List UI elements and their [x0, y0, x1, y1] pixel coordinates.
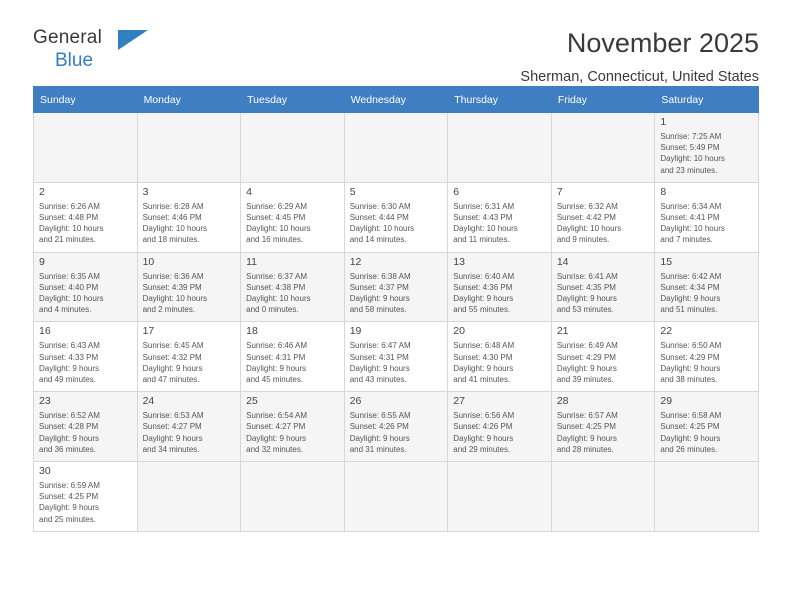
day-sun-info — [557, 201, 650, 246]
day-sun-info-line: Sunset: 4:40 PM — [39, 282, 99, 292]
day-sun-info-line: Sunrise: 6:40 AM — [453, 271, 515, 281]
calendar-day-cell — [448, 392, 552, 462]
day-sun-info-line: Sunset: 4:27 PM — [246, 422, 306, 432]
calendar-day-cell — [448, 182, 552, 252]
day-number: 21 — [556, 325, 569, 338]
day-sun-info-line: and 34 minutes. — [142, 444, 200, 454]
day-sun-info — [660, 271, 753, 316]
calendar-day-cell — [137, 392, 241, 462]
calendar-week-row — [34, 113, 759, 183]
day-sun-info — [39, 201, 132, 246]
day-sun-info — [660, 410, 753, 455]
logo-triangle-icon — [118, 30, 148, 50]
day-sun-info-line: Sunrise: 6:26 AM — [39, 201, 100, 211]
day-sun-info-line: Sunrise: 6:57 AM — [556, 411, 618, 421]
day-sun-info-line: Daylight: 9 hours — [349, 433, 410, 443]
day-number: 5 — [349, 185, 356, 198]
day-sun-info-line: Sunrise: 6:28 AM — [142, 201, 204, 211]
day-sun-info — [143, 271, 236, 316]
day-number: 18 — [246, 325, 258, 338]
day-sun-info-line: and 47 minutes. — [142, 375, 200, 385]
day-sun-info — [350, 340, 443, 385]
day-sun-info-line: Daylight: 9 hours — [142, 433, 203, 443]
calendar-day-cell — [448, 322, 552, 392]
day-sun-info-line: Daylight: 10 hours — [660, 154, 725, 164]
day-sun-info-line: and 11 minutes. — [453, 235, 510, 245]
weekday-header-monday: Monday — [137, 87, 241, 113]
day-number: 11 — [246, 255, 258, 268]
day-sun-info-line: Sunrise: 6:32 AM — [556, 201, 618, 211]
day-sun-info-line: and 26 minutes. — [660, 444, 718, 454]
day-sun-info — [660, 201, 753, 246]
calendar-day-cell — [344, 182, 448, 252]
calendar-day-cell — [655, 322, 759, 392]
day-sun-info — [246, 340, 339, 385]
day-sun-info-line: Sunset: 4:42 PM — [556, 213, 616, 223]
day-sun-info-line: Sunset: 4:25 PM — [556, 422, 616, 432]
day-number: 28 — [556, 395, 569, 408]
day-sun-info-line: Daylight: 9 hours — [453, 433, 514, 443]
day-sun-info-line: Daylight: 9 hours — [660, 433, 721, 443]
day-number: 20 — [453, 325, 465, 338]
day-sun-info-line: Sunrise: 6:52 AM — [39, 411, 100, 421]
calendar-day-cell — [344, 252, 448, 322]
day-sun-info-line: and 51 minutes. — [660, 305, 718, 315]
day-sun-info-line: and 9 minutes. — [556, 235, 610, 245]
calendar-day-cell — [137, 322, 241, 392]
calendar-day-cell — [344, 392, 448, 462]
day-number: 2 — [39, 185, 45, 198]
day-sun-info-line: Sunrise: 6:48 AM — [453, 341, 515, 351]
day-sun-info-line: and 28 minutes. — [556, 444, 614, 454]
day-sun-info — [453, 410, 546, 455]
day-sun-info-line: Sunrise: 6:47 AM — [349, 341, 411, 351]
day-sun-info-line: and 18 minutes. — [142, 235, 200, 245]
day-sun-info-line: Sunset: 4:41 PM — [660, 213, 720, 223]
calendar-day-cell — [137, 182, 241, 252]
day-sun-info-line: Sunrise: 6:29 AM — [246, 201, 308, 211]
day-sun-info-line: Daylight: 9 hours — [453, 363, 514, 373]
calendar-day-cell — [551, 252, 655, 322]
day-sun-info-line: and 53 minutes. — [556, 305, 614, 315]
calendar-day-cell — [655, 392, 759, 462]
day-number: 25 — [246, 395, 258, 408]
weekday-header-wednesday: Wednesday — [344, 87, 448, 113]
day-sun-info — [39, 410, 132, 455]
calendar-day-cell — [655, 252, 759, 322]
day-sun-info-line: Daylight: 9 hours — [349, 294, 410, 304]
day-sun-info-line: Daylight: 10 hours — [349, 224, 415, 234]
calendar-day-cell-empty — [241, 462, 345, 532]
weekday-header-row — [34, 87, 759, 113]
day-sun-info-line: Sunset: 4:25 PM — [39, 492, 99, 502]
day-number: 24 — [142, 395, 155, 408]
day-sun-info-line: Sunrise: 6:45 AM — [142, 341, 204, 351]
calendar-day-cell-empty — [34, 113, 138, 183]
day-sun-info-line: and 0 minutes. — [246, 305, 299, 315]
day-number: 17 — [142, 325, 155, 338]
day-sun-info-line: and 36 minutes. — [39, 444, 96, 454]
day-sun-info-line: Sunset: 4:32 PM — [142, 352, 202, 362]
day-sun-info-line: Daylight: 9 hours — [556, 363, 617, 373]
calendar-day-cell — [344, 322, 448, 392]
calendar-day-cell — [448, 252, 552, 322]
day-sun-info-line: Daylight: 10 hours — [660, 224, 725, 234]
day-sun-info-line: Daylight: 10 hours — [246, 294, 311, 304]
calendar-day-cell — [241, 322, 345, 392]
day-sun-info — [453, 340, 546, 385]
day-sun-info — [557, 271, 650, 316]
day-sun-info-line: Daylight: 10 hours — [142, 224, 208, 234]
day-sun-info-line: Sunset: 4:39 PM — [142, 282, 202, 292]
calendar-day-cell-empty — [137, 462, 241, 532]
day-sun-info-line: Sunset: 4:34 PM — [660, 282, 720, 292]
day-sun-info-line: Daylight: 9 hours — [39, 433, 100, 443]
day-sun-info-line: and 58 minutes. — [349, 305, 407, 315]
day-sun-info-line: Daylight: 10 hours — [39, 294, 104, 304]
day-sun-info-line: and 41 minutes. — [453, 375, 511, 385]
day-sun-info-line: and 31 minutes. — [349, 444, 407, 454]
day-sun-info-line: Sunset: 4:27 PM — [142, 422, 202, 432]
day-sun-info-line: Daylight: 9 hours — [246, 363, 307, 373]
calendar-day-cell-empty — [551, 462, 655, 532]
day-sun-info-line: Daylight: 9 hours — [660, 363, 721, 373]
page-header — [33, 0, 759, 85]
day-sun-info-line: Sunset: 4:37 PM — [349, 282, 409, 292]
calendar-day-cell — [551, 392, 655, 462]
day-sun-info-line: Sunrise: 6:59 AM — [39, 481, 100, 491]
day-sun-info-line: Sunset: 4:45 PM — [246, 213, 306, 223]
day-sun-info-line: and 21 minutes. — [39, 235, 96, 245]
day-number: 29 — [660, 395, 673, 408]
day-sun-info-line: Sunset: 4:35 PM — [556, 282, 616, 292]
day-sun-info-line: and 23 minutes. — [660, 165, 718, 175]
day-sun-info-line: Sunset: 4:31 PM — [246, 352, 306, 362]
calendar-day-cell — [34, 462, 138, 532]
day-sun-info — [143, 340, 236, 385]
day-number: 7 — [556, 185, 563, 198]
day-sun-info — [453, 201, 546, 246]
day-number: 6 — [453, 185, 460, 198]
day-sun-info-line: Sunset: 4:26 PM — [349, 422, 409, 432]
day-sun-info-line: Sunset: 4:25 PM — [660, 422, 720, 432]
day-number: 15 — [660, 255, 673, 268]
calendar-day-cell — [241, 392, 345, 462]
day-sun-info-line: Sunset: 5:49 PM — [660, 143, 720, 153]
calendar-week-row — [34, 182, 759, 252]
day-sun-info — [39, 480, 132, 525]
weekday-header-saturday: Saturday — [655, 87, 759, 113]
day-sun-info-line: Sunrise: 6:36 AM — [142, 271, 204, 281]
day-sun-info-line: Sunset: 4:36 PM — [453, 282, 513, 292]
calendar-day-cell-empty — [344, 113, 448, 183]
day-sun-info-line: Sunrise: 6:50 AM — [660, 341, 722, 351]
day-sun-info-line: and 55 minutes. — [453, 305, 511, 315]
calendar-day-cell-empty — [448, 462, 552, 532]
day-sun-info — [143, 201, 236, 246]
day-sun-info-line: Daylight: 10 hours — [453, 224, 518, 234]
day-sun-info-line: Daylight: 9 hours — [660, 294, 721, 304]
day-sun-info-line: Sunset: 4:30 PM — [453, 352, 513, 362]
day-sun-info — [350, 410, 443, 455]
calendar-day-cell-empty — [551, 113, 655, 183]
day-sun-info-line: and 7 minutes. — [660, 235, 713, 245]
day-sun-info-line: Sunset: 4:43 PM — [453, 213, 513, 223]
calendar-day-cell-empty — [344, 462, 448, 532]
calendar-week-row — [34, 322, 759, 392]
day-sun-info-line: Daylight: 9 hours — [246, 433, 307, 443]
day-sun-info-line: and 25 minutes. — [39, 514, 96, 524]
day-number: 8 — [660, 185, 667, 198]
day-sun-info-line: Daylight: 9 hours — [556, 433, 617, 443]
calendar-day-cell — [551, 322, 655, 392]
day-sun-info-line: and 16 minutes. — [246, 235, 304, 245]
day-sun-info-line: Daylight: 10 hours — [556, 224, 622, 234]
day-number: 23 — [39, 395, 51, 408]
day-sun-info-line: Daylight: 9 hours — [142, 363, 203, 373]
calendar-day-cell — [551, 182, 655, 252]
day-number: 13 — [453, 255, 465, 268]
calendar-day-cell — [34, 252, 138, 322]
weekday-header-thursday: Thursday — [448, 87, 552, 113]
sunrise-sunset-calendar — [33, 86, 759, 532]
day-number: 4 — [246, 185, 252, 198]
day-sun-info-line: Sunrise: 6:43 AM — [39, 341, 100, 351]
day-sun-info-line: and 43 minutes. — [349, 375, 407, 385]
calendar-day-cell-empty — [137, 113, 241, 183]
day-sun-info-line: and 2 minutes. — [142, 305, 196, 315]
day-number: 14 — [556, 255, 569, 268]
day-sun-info-line: Sunrise: 6:30 AM — [349, 201, 411, 211]
page-title: November 2025 — [566, 28, 759, 58]
day-sun-info-line: and 14 minutes. — [349, 235, 407, 245]
day-sun-info-line: Daylight: 9 hours — [453, 294, 514, 304]
day-sun-info-line: and 38 minutes. — [660, 375, 718, 385]
day-sun-info-line: Sunset: 4:31 PM — [349, 352, 409, 362]
day-sun-info-line: and 49 minutes. — [39, 375, 96, 385]
weekday-header-tuesday: Tuesday — [241, 87, 345, 113]
day-sun-info-line: Sunrise: 6:38 AM — [349, 271, 411, 281]
day-number: 12 — [349, 255, 362, 268]
day-number: 16 — [39, 325, 51, 338]
day-sun-info-line: Sunrise: 6:56 AM — [453, 411, 515, 421]
day-sun-info-line: Sunset: 4:28 PM — [39, 422, 99, 432]
day-sun-info-line: and 29 minutes. — [453, 444, 511, 454]
weekday-header-friday: Friday — [551, 87, 655, 113]
day-sun-info-line: Sunset: 4:33 PM — [39, 352, 99, 362]
day-sun-info-line: Daylight: 9 hours — [39, 363, 100, 373]
day-sun-info-line: Sunset: 4:29 PM — [660, 352, 720, 362]
day-sun-info-line: and 32 minutes. — [246, 444, 304, 454]
day-number: 27 — [453, 395, 465, 408]
day-sun-info-line: Sunrise: 6:55 AM — [349, 411, 411, 421]
day-sun-info — [246, 271, 339, 316]
calendar-week-row — [34, 462, 759, 532]
day-sun-info-line: Sunrise: 6:31 AM — [453, 201, 515, 211]
title-block — [520, 28, 759, 85]
day-sun-info-line: Sunset: 4:44 PM — [349, 213, 409, 223]
calendar-week-row — [34, 252, 759, 322]
day-sun-info-line: Sunrise: 6:35 AM — [39, 271, 100, 281]
day-sun-info — [350, 271, 443, 316]
day-number: 26 — [349, 395, 362, 408]
calendar-day-cell — [137, 252, 241, 322]
day-sun-info-line: Daylight: 9 hours — [349, 363, 410, 373]
day-number: 30 — [39, 465, 51, 478]
day-sun-info-line: Sunset: 4:38 PM — [246, 282, 306, 292]
day-sun-info-line: Sunset: 4:26 PM — [453, 422, 513, 432]
day-sun-info — [143, 410, 236, 455]
day-sun-info-line: Sunrise: 7:25 AM — [660, 132, 722, 141]
day-sun-info-line: Sunrise: 6:37 AM — [246, 271, 308, 281]
day-sun-info-line: Sunset: 4:46 PM — [142, 213, 202, 223]
calendar-day-cell — [34, 182, 138, 252]
calendar-day-cell-empty — [655, 462, 759, 532]
day-sun-info-line: Daylight: 9 hours — [39, 503, 100, 513]
day-number: 10 — [142, 255, 155, 268]
day-sun-info — [660, 131, 753, 176]
logo-text-blue: Blue — [55, 50, 94, 71]
day-sun-info — [246, 201, 339, 246]
day-sun-info-line: Sunrise: 6:46 AM — [246, 341, 308, 351]
day-sun-info — [557, 340, 650, 385]
day-number: 9 — [39, 255, 45, 268]
day-sun-info — [246, 410, 339, 455]
location-subtitle: Sherman, Connecticut, United States — [520, 69, 759, 85]
calendar-week-row — [34, 392, 759, 462]
day-sun-info-line: Sunrise: 6:54 AM — [246, 411, 308, 421]
day-sun-info-line: Sunset: 4:48 PM — [39, 213, 99, 223]
logo-text-general: General — [33, 27, 102, 48]
weekday-header-sunday: Sunday — [34, 87, 138, 113]
day-sun-info-line: and 45 minutes. — [246, 375, 304, 385]
day-sun-info-line: Daylight: 10 hours — [142, 294, 208, 304]
day-sun-info-line: Sunrise: 6:58 AM — [660, 411, 722, 421]
day-sun-info — [660, 340, 753, 385]
day-number: 22 — [660, 325, 673, 338]
calendar-day-cell-empty — [241, 113, 345, 183]
day-sun-info — [39, 271, 132, 316]
day-sun-info-line: Daylight: 10 hours — [246, 224, 311, 234]
day-sun-info — [350, 201, 443, 246]
calendar-day-cell — [241, 252, 345, 322]
day-number: 19 — [349, 325, 362, 338]
calendar-day-cell — [655, 182, 759, 252]
day-sun-info-line: and 39 minutes. — [556, 375, 614, 385]
day-sun-info-line: Sunset: 4:29 PM — [556, 352, 616, 362]
day-sun-info-line: and 4 minutes. — [39, 305, 92, 315]
day-sun-info-line: Sunrise: 6:42 AM — [660, 271, 722, 281]
day-sun-info — [557, 410, 650, 455]
calendar-body — [34, 113, 759, 532]
day-number: 1 — [660, 116, 667, 128]
general-blue-logo — [33, 28, 153, 78]
day-sun-info-line: Daylight: 10 hours — [39, 224, 104, 234]
calendar-day-cell — [241, 182, 345, 252]
day-sun-info — [453, 271, 546, 316]
day-sun-info-line: Sunrise: 6:41 AM — [556, 271, 618, 281]
calendar-day-cell — [34, 392, 138, 462]
calendar-day-cell — [34, 322, 138, 392]
day-sun-info — [39, 340, 132, 385]
calendar-day-cell — [655, 113, 759, 183]
day-sun-info-line: Sunrise: 6:49 AM — [556, 341, 618, 351]
day-sun-info-line: Sunrise: 6:34 AM — [660, 201, 722, 211]
day-sun-info-line: Sunrise: 6:53 AM — [142, 411, 204, 421]
calendar-day-cell-empty — [448, 113, 552, 183]
day-sun-info-line: Daylight: 9 hours — [556, 294, 617, 304]
day-number: 3 — [142, 185, 149, 198]
